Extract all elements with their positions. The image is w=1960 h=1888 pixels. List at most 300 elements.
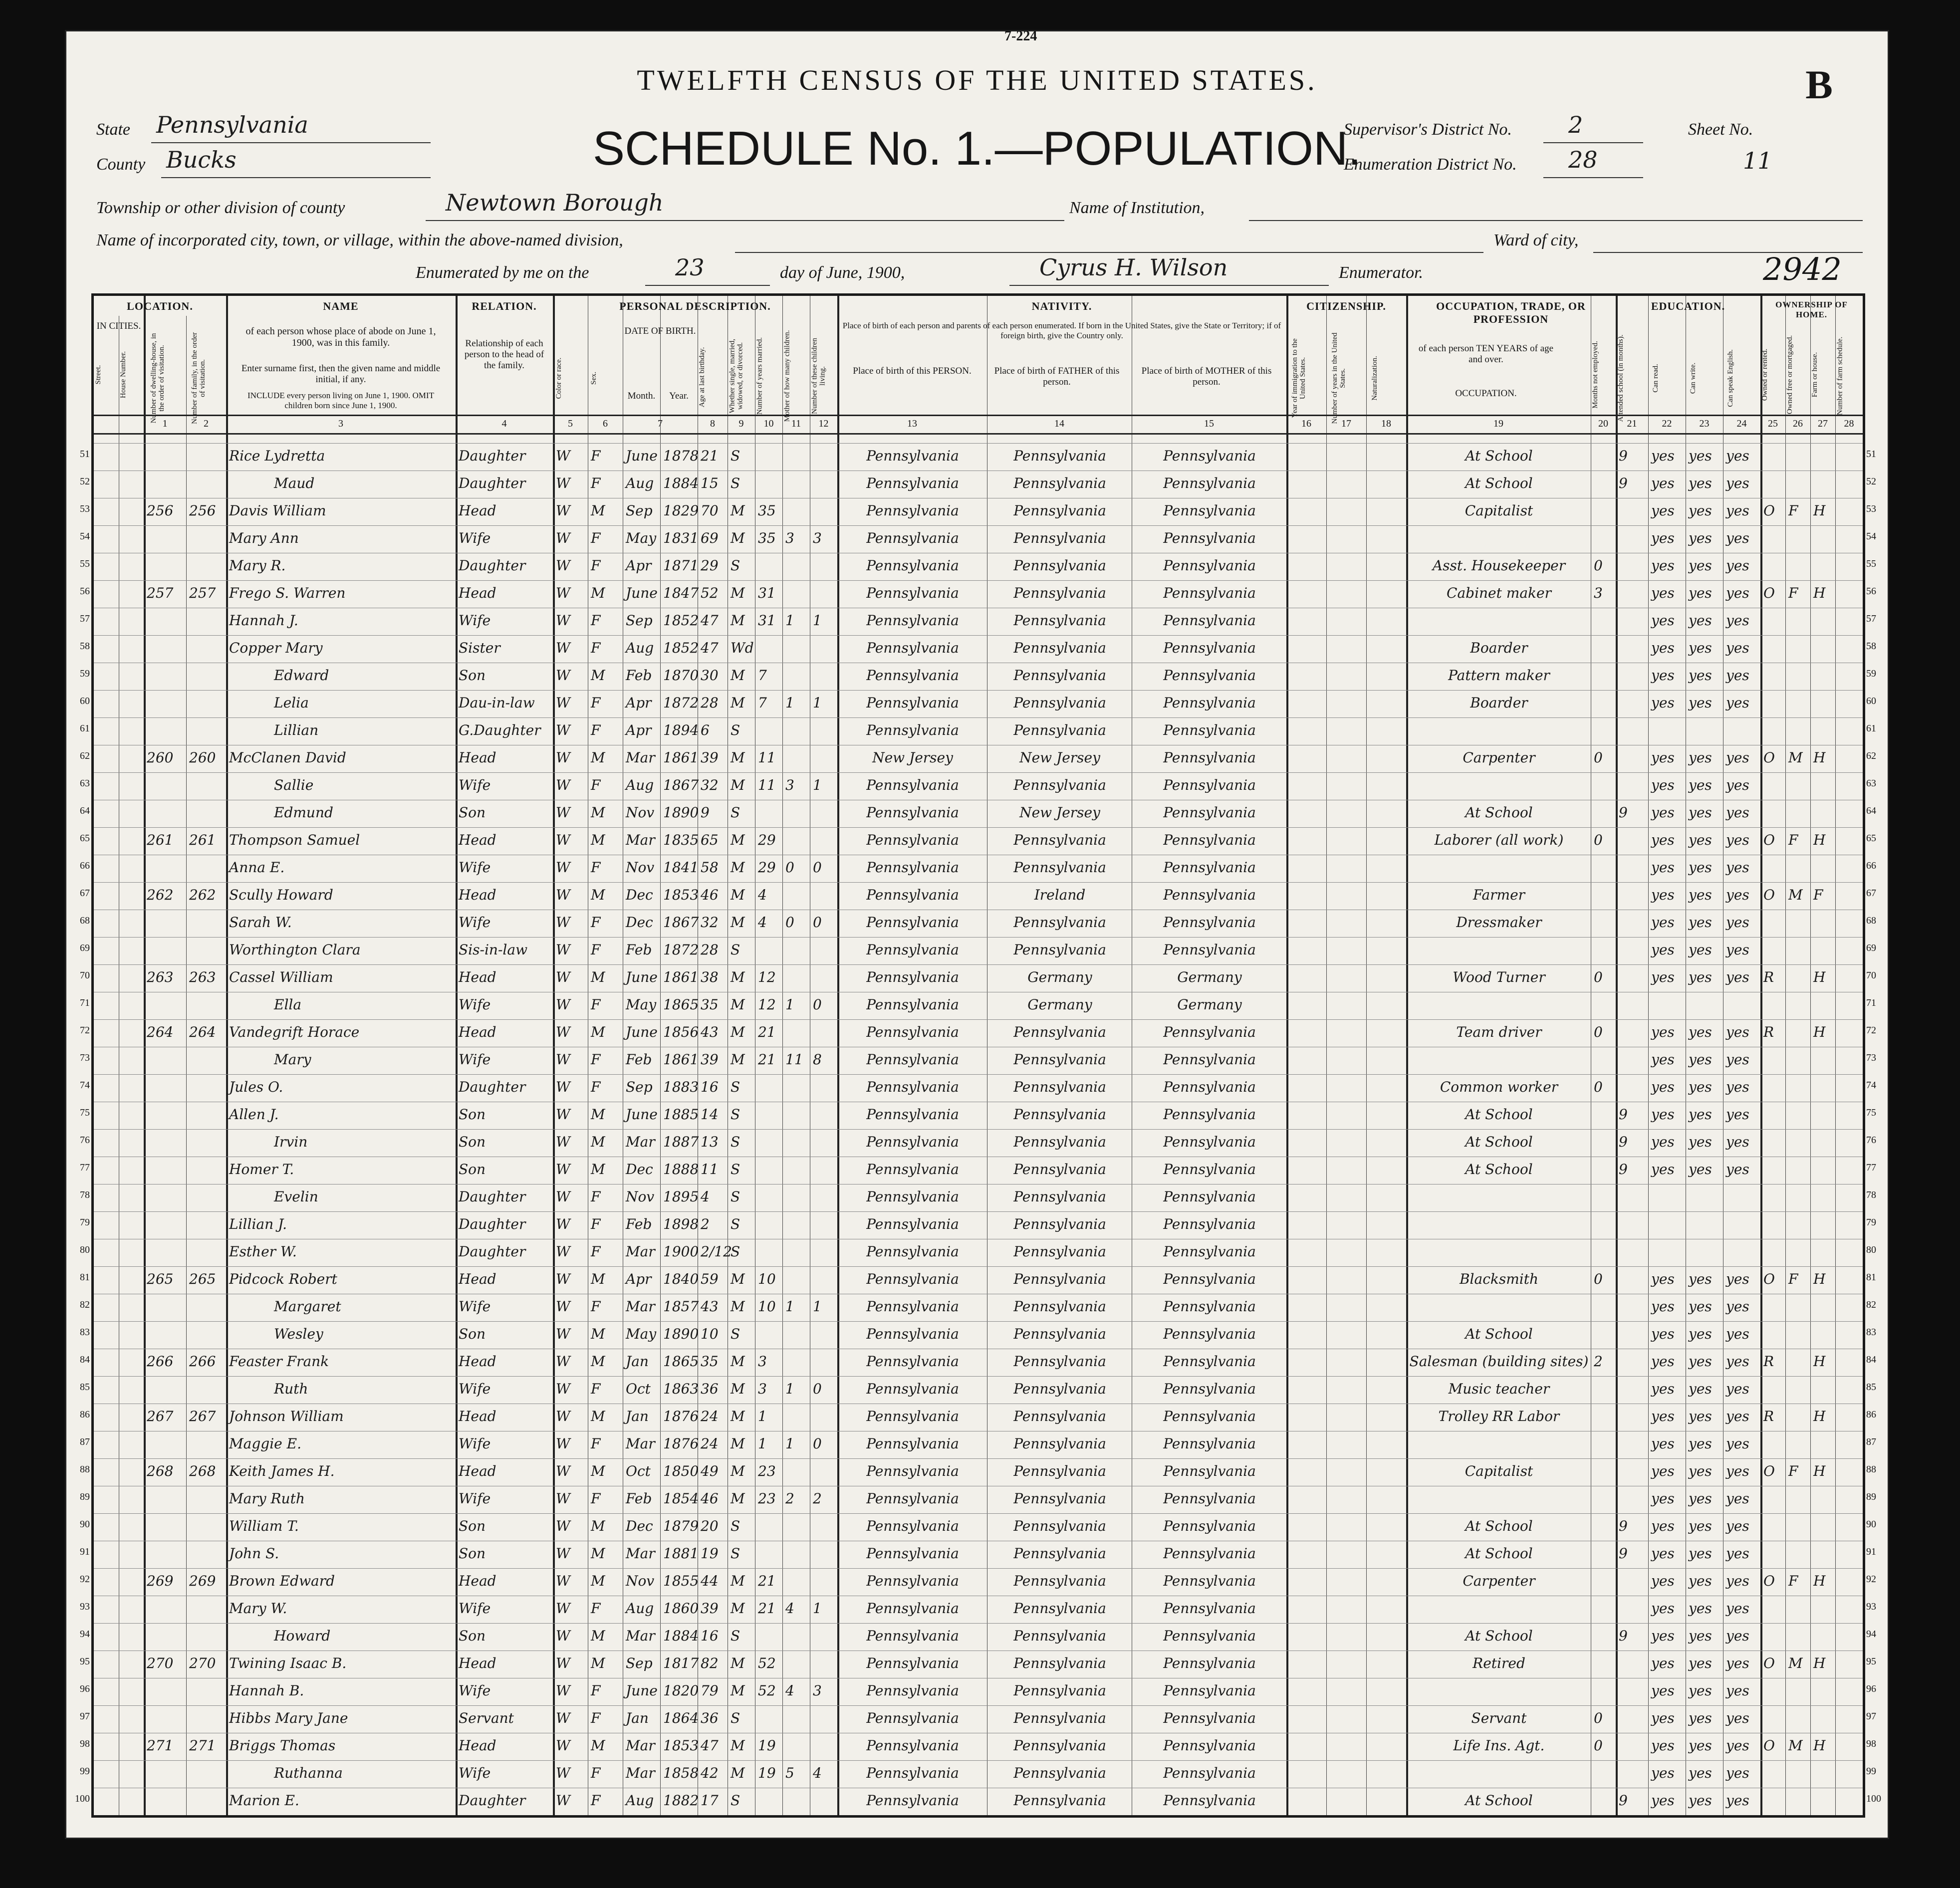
hdr-month: Month. xyxy=(627,391,656,401)
color: W xyxy=(556,749,570,766)
birth-year: 1861 xyxy=(663,969,699,985)
dwelling-number: 263 xyxy=(147,969,174,985)
speaks-english: yes xyxy=(1726,1435,1749,1452)
birthplace: Pennsylvania xyxy=(866,1490,959,1507)
birth-year: 1854 xyxy=(663,1490,699,1507)
sex: F xyxy=(591,722,601,738)
birth-month: Aug xyxy=(626,1600,654,1617)
farm-house: H xyxy=(1813,502,1826,519)
line-number-right: 97 xyxy=(1866,1711,1876,1722)
line-number-right: 89 xyxy=(1866,1491,1876,1502)
color: W xyxy=(556,1353,570,1370)
birth-year: 1870 xyxy=(663,667,699,684)
marital-status: M xyxy=(731,1655,745,1671)
color: W xyxy=(556,695,570,711)
mother-birthplace: Pennsylvania xyxy=(1163,530,1256,546)
birth-month: Aug xyxy=(626,777,654,793)
line-number-right: 57 xyxy=(1866,613,1876,624)
can-write: yes xyxy=(1689,612,1712,629)
children-born: 1 xyxy=(785,1435,794,1452)
birth-month: Feb xyxy=(626,942,652,958)
birthplace: Pennsylvania xyxy=(866,640,959,656)
birth-year: 1858 xyxy=(663,1765,699,1781)
children-living: 0 xyxy=(813,914,822,931)
column-number: 25 xyxy=(1768,418,1778,429)
can-read: yes xyxy=(1651,1161,1675,1178)
mother-birthplace: Pennsylvania xyxy=(1163,1271,1256,1287)
hdr-year: Year. xyxy=(669,391,689,401)
marital-status: M xyxy=(731,1600,745,1617)
relation: Wife xyxy=(459,1765,491,1781)
can-write: yes xyxy=(1689,1161,1712,1178)
birthplace: Pennsylvania xyxy=(866,1134,959,1150)
sex: F xyxy=(591,530,601,546)
father-birthplace: Pennsylvania xyxy=(1013,1518,1106,1534)
mother-birthplace: Pennsylvania xyxy=(1163,1106,1256,1123)
years-married: 21 xyxy=(758,1600,776,1617)
father-birthplace: Germany xyxy=(1027,996,1092,1013)
father-birthplace: Pennsylvania xyxy=(1013,475,1106,491)
birth-month: Dec xyxy=(626,1518,653,1534)
speaks-english: yes xyxy=(1726,1737,1749,1754)
owned-rented: O xyxy=(1763,749,1775,766)
relation: Head xyxy=(459,832,496,848)
marital-status: S xyxy=(731,1710,740,1726)
birth-month: Feb xyxy=(626,1490,652,1507)
column-number: 19 xyxy=(1493,418,1503,429)
birth-month: Oct xyxy=(626,1381,651,1397)
years-married: 52 xyxy=(758,1655,776,1671)
children-born: 11 xyxy=(785,1051,803,1068)
color: W xyxy=(556,832,570,848)
county-label: County xyxy=(96,155,146,174)
line-number-right: 86 xyxy=(1866,1409,1876,1420)
person-name: Vandegrift Horace xyxy=(229,1024,360,1040)
person-name: Sallie xyxy=(274,777,314,793)
birth-year: 1860 xyxy=(663,1600,699,1617)
hdr-pob-father: Place of birth of FATHER of this person. xyxy=(994,366,1120,387)
birthplace: Pennsylvania xyxy=(866,996,959,1013)
children-living: 3 xyxy=(813,530,822,546)
birthplace: Pennsylvania xyxy=(866,832,959,848)
owned-rented: R xyxy=(1763,1353,1774,1370)
line-number: 90 xyxy=(80,1519,90,1530)
header-ym: Number of years married. xyxy=(755,337,763,415)
birth-month: Mar xyxy=(626,1765,655,1781)
speaks-english: yes xyxy=(1726,1545,1749,1562)
relation: Son xyxy=(459,1628,486,1644)
years-married: 35 xyxy=(758,502,776,519)
color: W xyxy=(556,1682,570,1699)
line-number: 51 xyxy=(80,449,90,460)
can-read: yes xyxy=(1651,667,1675,684)
color: W xyxy=(556,1490,570,1507)
years-married: 29 xyxy=(758,832,776,848)
father-birthplace: Pennsylvania xyxy=(1013,1655,1106,1671)
speaks-english: yes xyxy=(1726,1271,1749,1287)
relation: Sis-in-law xyxy=(459,942,528,958)
mother-birthplace: Pennsylvania xyxy=(1163,914,1256,931)
marital-status: S xyxy=(731,448,740,464)
birthplace: Pennsylvania xyxy=(866,475,959,491)
line-number-right: 61 xyxy=(1866,723,1876,734)
age: 36 xyxy=(701,1381,719,1397)
mother-birthplace: Pennsylvania xyxy=(1163,859,1256,876)
can-write: yes xyxy=(1689,1682,1712,1699)
marital-status: M xyxy=(731,887,745,903)
relation: Son xyxy=(459,1134,486,1150)
birthplace: Pennsylvania xyxy=(866,1243,959,1260)
sex: M xyxy=(591,749,605,766)
occupation: Retired xyxy=(1472,1655,1525,1671)
birthplace: Pennsylvania xyxy=(866,887,959,903)
speaks-english: yes xyxy=(1726,749,1749,766)
table-row xyxy=(80,1129,1876,1157)
school-months: 9 xyxy=(1619,804,1628,821)
line-number-right: 95 xyxy=(1866,1656,1876,1667)
mother-birthplace: Pennsylvania xyxy=(1163,942,1256,958)
column-number: 27 xyxy=(1818,418,1828,429)
occupation: Carpenter xyxy=(1463,749,1535,766)
relation: Wife xyxy=(459,1600,491,1617)
can-read: yes xyxy=(1651,1765,1675,1781)
marital-status: M xyxy=(731,996,745,1013)
free-mortgaged: M xyxy=(1788,1655,1803,1671)
line-number: 69 xyxy=(80,943,90,953)
speaks-english: yes xyxy=(1726,1408,1749,1424)
birth-year: 1884 xyxy=(663,475,699,491)
county-value: Bucks xyxy=(166,146,237,173)
can-read: yes xyxy=(1651,887,1675,903)
line-number-right: 56 xyxy=(1866,586,1876,597)
father-birthplace: Pennsylvania xyxy=(1013,1271,1106,1287)
can-read: yes xyxy=(1651,1408,1675,1424)
free-mortgaged: F xyxy=(1788,1573,1798,1589)
marital-status: S xyxy=(731,1518,740,1534)
relation: Head xyxy=(459,1463,496,1479)
table-row xyxy=(80,471,1876,498)
person-name: Cassel William xyxy=(229,969,333,985)
birth-year: 1865 xyxy=(663,1353,699,1370)
children-living: 4 xyxy=(813,1765,822,1781)
can-read: yes xyxy=(1651,1655,1675,1671)
owned-rented: O xyxy=(1763,1463,1775,1479)
person-name: Twining Isaac B. xyxy=(229,1655,347,1671)
line-number: 92 xyxy=(80,1574,90,1585)
father-birthplace: Pennsylvania xyxy=(1013,1490,1106,1507)
sex: M xyxy=(591,667,605,684)
can-read: yes xyxy=(1651,1710,1675,1726)
sex: F xyxy=(591,1765,601,1781)
months-unemployed: 0 xyxy=(1594,1737,1603,1754)
birth-year: 1840 xyxy=(663,1271,699,1287)
age: 82 xyxy=(701,1655,719,1671)
form-code: 7-224 xyxy=(1004,28,1037,44)
speaks-english: yes xyxy=(1726,557,1749,574)
relation: Daughter xyxy=(459,448,526,464)
family-number: 269 xyxy=(189,1573,216,1589)
can-read: yes xyxy=(1651,695,1675,711)
speaks-english: yes xyxy=(1726,530,1749,546)
can-read: yes xyxy=(1651,585,1675,601)
mother-birthplace: Pennsylvania xyxy=(1163,1161,1256,1178)
speaks-english: yes xyxy=(1726,1106,1749,1123)
school-months: 9 xyxy=(1619,1628,1628,1644)
color: W xyxy=(556,1134,570,1150)
age: 49 xyxy=(701,1463,719,1479)
birth-month: Mar xyxy=(626,1435,655,1452)
farm-house: H xyxy=(1813,1024,1826,1040)
person-name: Davis William xyxy=(229,502,326,519)
birthplace: Pennsylvania xyxy=(866,1024,959,1040)
children-born: 4 xyxy=(785,1682,794,1699)
birthplace: Pennsylvania xyxy=(866,1271,959,1287)
age: 20 xyxy=(701,1518,719,1534)
farm-house: H xyxy=(1813,1408,1826,1424)
occupation: Asst. Housekeeper xyxy=(1432,557,1566,574)
state-value: Pennsylvania xyxy=(156,111,308,138)
children-born: 1 xyxy=(785,612,794,629)
free-mortgaged: F xyxy=(1788,502,1798,519)
table-row xyxy=(80,1733,1876,1761)
can-read: yes xyxy=(1651,777,1675,793)
marital-status: M xyxy=(731,777,745,793)
relation: Wife xyxy=(459,1381,491,1397)
group-relation: RELATION. xyxy=(472,300,537,312)
marital-status: S xyxy=(731,1134,740,1150)
marital-status: M xyxy=(731,1682,745,1699)
can-write: yes xyxy=(1689,1381,1712,1397)
sex: M xyxy=(591,1408,605,1424)
occupation: At School xyxy=(1465,1518,1533,1534)
birth-year: 1871 xyxy=(663,557,699,574)
color: W xyxy=(556,914,570,931)
line-number-right: 72 xyxy=(1866,1025,1876,1036)
color: W xyxy=(556,557,570,574)
speaks-english: yes xyxy=(1726,914,1749,931)
sex: F xyxy=(591,914,601,931)
mother-birthplace: Pennsylvania xyxy=(1163,1079,1256,1095)
years-married: 23 xyxy=(758,1490,776,1507)
can-write: yes xyxy=(1689,1710,1712,1726)
mother-birthplace: Pennsylvania xyxy=(1163,1216,1256,1232)
father-birthplace: Pennsylvania xyxy=(1013,1381,1106,1397)
line-number-right: 80 xyxy=(1866,1244,1876,1255)
birth-year: 1850 xyxy=(663,1463,699,1479)
can-read: yes xyxy=(1651,1628,1675,1644)
relation: Wife xyxy=(459,1490,491,1507)
can-write: yes xyxy=(1689,1792,1712,1809)
mother-birthplace: Pennsylvania xyxy=(1163,640,1256,656)
person-name: Howard xyxy=(274,1628,331,1644)
table-row xyxy=(80,1678,1876,1706)
speaks-english: yes xyxy=(1726,942,1749,958)
speaks-english: yes xyxy=(1726,1655,1749,1671)
age: 43 xyxy=(701,1298,719,1315)
speaks-english: yes xyxy=(1726,1490,1749,1507)
person-name: Edward xyxy=(274,667,329,684)
father-birthplace: Pennsylvania xyxy=(1013,1737,1106,1754)
table-row xyxy=(80,608,1876,636)
hdr-dob: DATE OF BIRTH. xyxy=(624,326,696,336)
occupation: At School xyxy=(1465,1326,1533,1342)
dwelling-number: 265 xyxy=(147,1271,174,1287)
father-birthplace: Germany xyxy=(1027,969,1092,985)
marital-status: M xyxy=(731,667,745,684)
line-number: 59 xyxy=(80,668,90,679)
mother-birthplace: Pennsylvania xyxy=(1163,1188,1256,1205)
birthplace: Pennsylvania xyxy=(866,1353,959,1370)
occupation: Capitalist xyxy=(1465,1463,1533,1479)
can-read: yes xyxy=(1651,1490,1675,1507)
owned-rented: O xyxy=(1763,1655,1775,1671)
dwelling-number: 264 xyxy=(147,1024,174,1040)
person-name: Homer T. xyxy=(229,1161,294,1178)
sex: M xyxy=(591,1463,605,1479)
color: W xyxy=(556,1710,570,1726)
marital-status: M xyxy=(731,1765,745,1781)
age: 29 xyxy=(701,557,719,574)
color: W xyxy=(556,585,570,601)
relation: Head xyxy=(459,1573,496,1589)
can-read: yes xyxy=(1651,832,1675,848)
relation: Head xyxy=(459,1024,496,1040)
color: W xyxy=(556,1792,570,1809)
father-birthplace: New Jersey xyxy=(1019,804,1100,821)
mother-birthplace: Pennsylvania xyxy=(1163,1243,1256,1260)
line-number: 88 xyxy=(80,1464,90,1475)
farm-house: H xyxy=(1813,1463,1826,1479)
can-write: yes xyxy=(1689,859,1712,876)
group-occupation: OCCUPATION, TRADE, OR PROFESSION xyxy=(1436,300,1586,325)
marital-status: M xyxy=(731,1435,745,1452)
can-write: yes xyxy=(1689,1600,1712,1617)
relation: Wife xyxy=(459,859,491,876)
line-number: 66 xyxy=(80,860,90,871)
line-number: 84 xyxy=(80,1354,90,1365)
father-birthplace: Pennsylvania xyxy=(1013,1463,1106,1479)
line-number-right: 92 xyxy=(1866,1574,1876,1585)
sex: F xyxy=(591,448,601,464)
birthplace: Pennsylvania xyxy=(866,1518,959,1534)
color: W xyxy=(556,1628,570,1644)
line-number-right: 53 xyxy=(1866,503,1876,514)
birth-month: Mar xyxy=(626,1737,655,1754)
column-number: 21 xyxy=(1627,418,1637,429)
line-number: 52 xyxy=(80,476,90,487)
age: 39 xyxy=(701,749,719,766)
relation: Daughter xyxy=(459,1216,526,1232)
speaks-english: yes xyxy=(1726,1134,1749,1150)
farm-house: H xyxy=(1813,1573,1826,1589)
table-row xyxy=(80,1404,1876,1431)
father-birthplace: Pennsylvania xyxy=(1013,1682,1106,1699)
line-number-right: 78 xyxy=(1866,1189,1876,1200)
months-unemployed: 0 xyxy=(1594,749,1603,766)
table-row xyxy=(80,1294,1876,1322)
can-write: yes xyxy=(1689,1024,1712,1040)
marital-status: M xyxy=(731,585,745,601)
speaks-english: yes xyxy=(1726,695,1749,711)
birth-year: 1890 xyxy=(663,1326,699,1342)
header-mne: Months not employed. xyxy=(1591,341,1599,409)
speaks-english: yes xyxy=(1726,1298,1749,1315)
birthplace: Pennsylvania xyxy=(866,1161,959,1178)
column-number: 18 xyxy=(1381,418,1391,429)
sex: M xyxy=(591,832,605,848)
line-number: 56 xyxy=(80,586,90,597)
marital-status: S xyxy=(731,1106,740,1123)
age: 28 xyxy=(701,695,719,711)
age: 47 xyxy=(701,1737,719,1754)
person-name: Ruthanna xyxy=(274,1765,343,1781)
enumerator-signature: Cyrus H. Wilson xyxy=(1039,254,1228,281)
birth-month: Aug xyxy=(626,1792,654,1809)
family-number: 266 xyxy=(189,1353,216,1370)
school-months: 9 xyxy=(1619,1106,1628,1123)
birth-month: May xyxy=(626,1326,657,1342)
can-read: yes xyxy=(1651,1106,1675,1123)
table-row xyxy=(80,663,1876,691)
father-birthplace: Pennsylvania xyxy=(1013,695,1106,711)
color: W xyxy=(556,1024,570,1040)
birthplace: Pennsylvania xyxy=(866,502,959,519)
line-number: 61 xyxy=(80,723,90,734)
line-number: 76 xyxy=(80,1135,90,1146)
color: W xyxy=(556,530,570,546)
table-row xyxy=(80,1157,1876,1184)
sex: F xyxy=(591,1490,601,1507)
relation: Son xyxy=(459,1106,486,1123)
months-unemployed: 0 xyxy=(1594,557,1603,574)
birth-year: 1856 xyxy=(663,1024,699,1040)
free-mortgaged: F xyxy=(1788,1463,1798,1479)
relation: Head xyxy=(459,502,496,519)
father-birthplace: Pennsylvania xyxy=(1013,1600,1106,1617)
line-number: 57 xyxy=(80,613,90,624)
speaks-english: yes xyxy=(1726,1600,1749,1617)
mother-birthplace: Pennsylvania xyxy=(1163,1628,1256,1644)
line-number-right: 67 xyxy=(1866,888,1876,899)
marital-status: M xyxy=(731,1573,745,1589)
column-number: 7 xyxy=(658,418,663,429)
birth-year: 1879 xyxy=(663,1518,699,1534)
relation: Sister xyxy=(459,640,500,656)
dwelling-number: 266 xyxy=(147,1353,174,1370)
table-row xyxy=(80,635,1876,663)
line-number-right: 55 xyxy=(1866,558,1876,569)
line-number-right: 51 xyxy=(1866,449,1876,460)
occupation: Farmer xyxy=(1472,887,1525,903)
can-read: yes xyxy=(1651,1545,1675,1562)
table-row xyxy=(80,1513,1876,1541)
birth-month: Sep xyxy=(626,1079,653,1095)
schedule-title: SCHEDULE No. 1.—POPULATION. xyxy=(593,122,1361,175)
marital-status: M xyxy=(731,1353,745,1370)
school-months: 9 xyxy=(1619,1518,1628,1534)
person-name: Johnson William xyxy=(229,1408,344,1424)
line-number: 78 xyxy=(80,1189,90,1200)
birth-month: Aug xyxy=(626,475,654,491)
months-unemployed: 3 xyxy=(1594,585,1603,601)
person-name: Copper Mary xyxy=(229,640,323,656)
speaks-english: yes xyxy=(1726,1079,1749,1095)
header-col: Color or race. xyxy=(555,357,563,399)
color: W xyxy=(556,722,570,738)
farm-house: H xyxy=(1813,1353,1826,1370)
can-read: yes xyxy=(1651,1682,1675,1699)
school-months: 9 xyxy=(1619,1134,1628,1150)
